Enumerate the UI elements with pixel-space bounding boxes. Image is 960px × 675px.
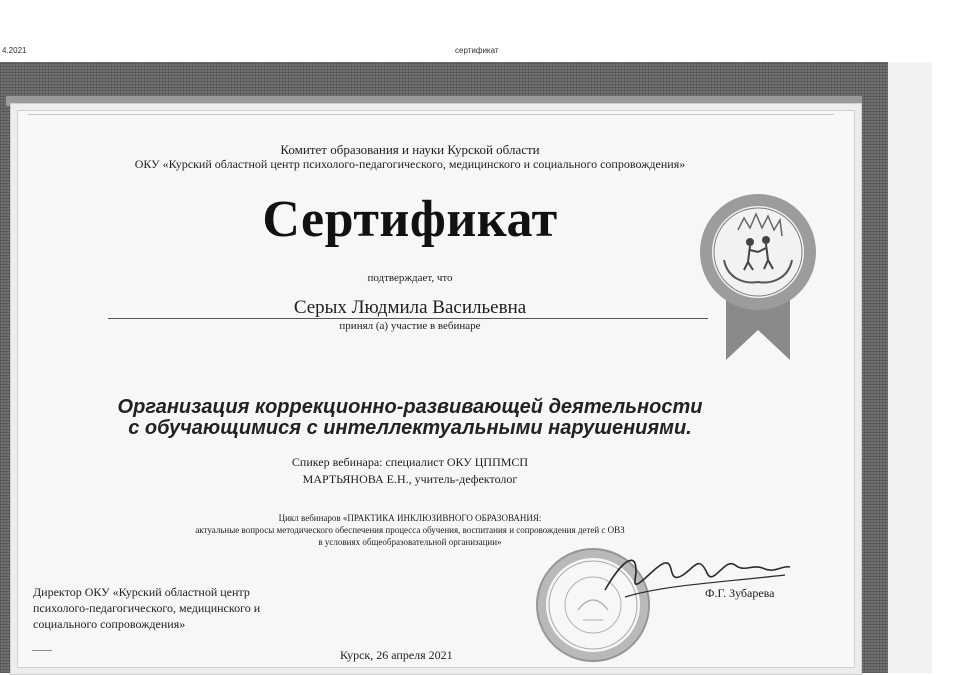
director-line-2: психолого-педагогического, медицинского и <box>33 601 261 615</box>
certificate-title: Сертификат <box>262 191 558 248</box>
speaker-line-2: МАРТЬЯНОВА Е.Н., учитель-дефектолог <box>302 472 518 486</box>
topic-line-1: Организация коррекционно-развивающей деятельности <box>117 396 703 418</box>
director-line-1: Директор ОКУ «Курский областной центр <box>33 585 250 599</box>
place-date: Курск, 26 апреля 2021 <box>340 648 453 662</box>
print-date: 4.2021 <box>2 46 27 55</box>
director-line-3: социального сопровождения» <box>33 617 186 631</box>
org-line-2: ОКУ «Курский областной центр психолого-педагогического, медицинского и социального сопровождения» <box>134 157 686 171</box>
director-title <box>33 584 260 632</box>
signer-name: Ф.Г. Зубарева <box>705 586 775 600</box>
participated-text: принял (а) участие в вебинаре <box>339 320 481 332</box>
print-page-title: сертификат <box>455 46 499 55</box>
speaker-line-1: Спикер вебинара: специалист ОКУ ЦППМСП <box>291 455 529 469</box>
page-margin <box>888 62 932 673</box>
org-line-1: Комитет образования и науки Курской области <box>280 142 540 157</box>
webinar-topic <box>0 397 820 439</box>
cycle-line-3: в условиях общеобразовательной организации» <box>318 537 502 547</box>
cycle-line-1: Цикл вебинаров «ПРАКТИКА ИНКЛЮЗИВНОГО ОБРАЗОВАНИЯ: <box>278 513 542 523</box>
paper-top-rule <box>28 114 834 115</box>
recipient-name: Серых Людмила Васильевна <box>293 297 527 318</box>
hands-children-icon <box>698 190 818 370</box>
print-header <box>0 44 960 58</box>
confirms-text: подтверждает, что <box>367 272 453 284</box>
topic-line-2: с обучающимися с интеллектуальными нарушениями. <box>128 417 692 439</box>
cycle-line-2: актуальные вопросы методического обеспечения процесса обучения, воспитания и сопровождения детей с ОВЗ <box>195 525 625 535</box>
webinar-cycle <box>0 512 820 548</box>
corner-mark <box>32 650 52 667</box>
speaker-info <box>0 454 820 488</box>
name-underline <box>108 318 708 319</box>
